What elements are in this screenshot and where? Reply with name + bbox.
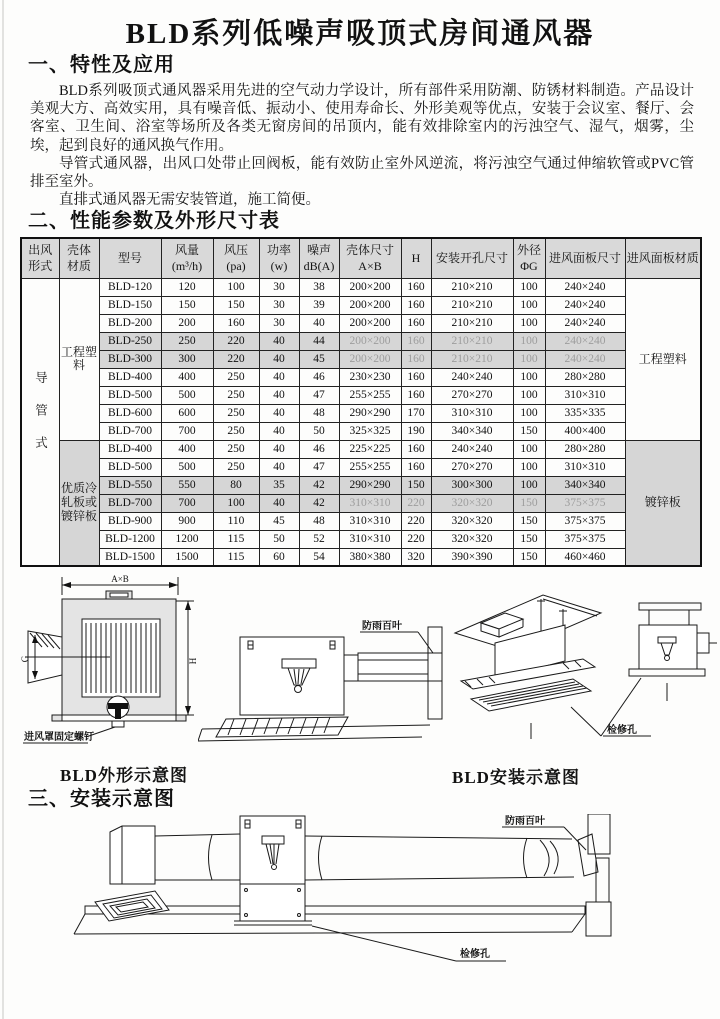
table-cell-body: 310×310 — [339, 512, 401, 530]
outlet-form-cell: 导管式 — [21, 278, 59, 566]
table-cell-body: 200×200 — [339, 332, 401, 350]
table-cell-od: 100 — [513, 368, 545, 386]
table-cell-airflow: 1200 — [161, 530, 213, 548]
table-cell-hole: 210×210 — [431, 350, 513, 368]
table-cell-airflow: 500 — [161, 458, 213, 476]
table-cell-h: 220 — [401, 530, 431, 548]
table-cell-panel: 460×460 — [545, 548, 625, 566]
table-cell-airflow: 700 — [161, 422, 213, 440]
table-cell-noise: 44 — [299, 332, 339, 350]
table-cell-od: 150 — [513, 530, 545, 548]
table-cell-od: 100 — [513, 314, 545, 332]
table-cell-panel: 240×240 — [545, 332, 625, 350]
table-cell-h: 160 — [401, 458, 431, 476]
section-install-heading: 三、安装示意图 — [28, 788, 175, 811]
dim-g-label: G — [20, 656, 30, 663]
table-cell-od: 150 — [513, 494, 545, 512]
table-row — [21, 314, 701, 332]
dim-ab-label: A×B — [111, 574, 129, 585]
table-cell-model: BLD-500 — [99, 386, 161, 404]
table-cell-airflow: 900 — [161, 512, 213, 530]
table-cell-od: 100 — [513, 332, 545, 350]
table-cell-panel: 240×240 — [545, 314, 625, 332]
table-cell-pressure: 160 — [213, 314, 259, 332]
table-cell-noise: 45 — [299, 350, 339, 368]
outline-caption: BLD外形示意图 — [60, 766, 188, 786]
table-cell-hole: 320×320 — [431, 530, 513, 548]
table-cell-h: 160 — [401, 440, 431, 458]
table-cell-h: 160 — [401, 314, 431, 332]
table-cell-h: 170 — [401, 404, 431, 422]
table-cell-pressure: 220 — [213, 332, 259, 350]
table-cell-body: 200×200 — [339, 278, 401, 296]
table-cell-pressure: 220 — [213, 350, 259, 368]
table-row — [21, 440, 701, 458]
table-row — [21, 278, 701, 296]
table-cell-h: 160 — [401, 332, 431, 350]
table-header-cell: 出风 形式 — [21, 238, 59, 278]
table-cell-h: 160 — [401, 278, 431, 296]
table-row — [21, 368, 701, 386]
table-cell-airflow: 120 — [161, 278, 213, 296]
table-cell-power: 60 — [259, 548, 299, 566]
table-cell-h: 160 — [401, 386, 431, 404]
casing-material-cell: 优质冷轧板或镀锌板 — [59, 440, 99, 566]
table-cell-h: 220 — [401, 512, 431, 530]
table-cell-noise: 47 — [299, 386, 339, 404]
table-cell-noise: 46 — [299, 368, 339, 386]
table-header-cell: 安装开孔尺寸 — [431, 238, 513, 278]
table-cell-noise: 38 — [299, 278, 339, 296]
section-features-heading: 一、特性及应用 — [28, 54, 175, 76]
table-cell-hole: 210×210 — [431, 332, 513, 350]
access-label: 检修孔 — [460, 949, 490, 961]
table-cell-h: 220 — [401, 494, 431, 512]
table-cell-od: 150 — [513, 422, 545, 440]
table-cell-od: 100 — [513, 476, 545, 494]
table-cell-od: 150 — [513, 548, 545, 566]
table-header-cell: 壳体 材质 — [59, 238, 99, 278]
table-cell-panel: 240×240 — [545, 278, 625, 296]
table-cell-power: 40 — [259, 368, 299, 386]
table-cell-panel: 240×240 — [545, 296, 625, 314]
table-cell-pressure: 80 — [213, 476, 259, 494]
table-cell-od: 100 — [513, 458, 545, 476]
feature-paragraph: 导管式通风器，出风口处带止回阀板，能有效防止室外风逆流，将污浊空气通过伸缩软管或PVC管排至室外。 — [30, 155, 694, 191]
table-cell-model: BLD-550 — [99, 476, 161, 494]
feature-paragraph: BLD系列吸顶式通风器采用先进的空气动力学设计，所有部件采用防潮、防锈材料制造。产品设计美观大方、高效实用，具有噪音低、振动小、使用寿命长、外形美观等优点，安装于会议室、餐厅、会客室、卫生间、浴室等场所及各类无窗房间的吊顶内，能有效排除室内的污浊空气、湿气，烟雾，尘埃，起到良好的通风换气作用。 — [30, 83, 694, 154]
table-cell-panel: 310×310 — [545, 458, 625, 476]
table-cell-body: 290×290 — [339, 404, 401, 422]
louver-label: 防雨百叶 — [505, 816, 545, 828]
table-header-cell: H — [401, 238, 431, 278]
table-cell-pressure: 115 — [213, 548, 259, 566]
table-cell-body: 225×225 — [339, 440, 401, 458]
features-paragraphs — [30, 82, 694, 209]
table-cell-airflow: 400 — [161, 368, 213, 386]
table-cell-model: BLD-250 — [99, 332, 161, 350]
table-cell-noise: 40 — [299, 314, 339, 332]
section-specs-heading: 二、性能参数及外形尺寸表 — [28, 210, 280, 233]
table-cell-panel: 340×340 — [545, 476, 625, 494]
table-header-cell: 进风面板材质 — [625, 238, 701, 278]
table-cell-power: 50 — [259, 530, 299, 548]
table-cell-power: 30 — [259, 278, 299, 296]
panel-material-cell: 工程塑料 — [625, 278, 701, 440]
table-cell-airflow: 250 — [161, 332, 213, 350]
table-row — [21, 422, 701, 440]
table-cell-od: 100 — [513, 386, 545, 404]
side-view-diagram — [198, 597, 456, 749]
table-cell-body: 230×230 — [339, 368, 401, 386]
table-cell-h: 150 — [401, 476, 431, 494]
table-cell-panel: 280×280 — [545, 440, 625, 458]
table-cell-body: 310×310 — [339, 530, 401, 548]
table-cell-panel: 375×375 — [545, 494, 625, 512]
table-cell-power: 30 — [259, 314, 299, 332]
table-cell-h: 160 — [401, 350, 431, 368]
table-cell-panel: 280×280 — [545, 368, 625, 386]
table-cell-pressure: 100 — [213, 278, 259, 296]
table-cell-model: BLD-500 — [99, 458, 161, 476]
table-row — [21, 386, 701, 404]
table-cell-body: 380×380 — [339, 548, 401, 566]
table-cell-power: 35 — [259, 476, 299, 494]
table-cell-model: BLD-120 — [99, 278, 161, 296]
table-cell-airflow: 300 — [161, 350, 213, 368]
page-title: BLD系列低噪声吸顶式房间通风器 — [125, 18, 595, 50]
table-cell-airflow: 600 — [161, 404, 213, 422]
specs-table — [20, 237, 702, 567]
table-cell-airflow: 500 — [161, 386, 213, 404]
table-cell-panel: 335×335 — [545, 404, 625, 422]
table-header-cell: 外径 ΦG — [513, 238, 545, 278]
bottom-install-diagram — [72, 814, 712, 980]
table-cell-pressure: 250 — [213, 368, 259, 386]
table-row — [21, 296, 701, 314]
table-cell-model: BLD-900 — [99, 512, 161, 530]
table-cell-noise: 42 — [299, 476, 339, 494]
table-cell-panel: 400×400 — [545, 422, 625, 440]
table-cell-noise: 39 — [299, 296, 339, 314]
table-cell-hole: 210×210 — [431, 278, 513, 296]
table-cell-airflow: 400 — [161, 440, 213, 458]
table-cell-panel: 375×375 — [545, 512, 625, 530]
table-cell-power: 30 — [259, 296, 299, 314]
table-cell-body: 255×255 — [339, 458, 401, 476]
table-row — [21, 404, 701, 422]
table-cell-model: BLD-400 — [99, 368, 161, 386]
table-row — [21, 350, 701, 368]
panel-material-cell: 镀锌板 — [625, 440, 701, 566]
table-cell-model: BLD-700 — [99, 494, 161, 512]
table-header-row — [21, 238, 701, 278]
table-row — [21, 548, 701, 566]
table-header-cell: 进风面板尺寸 — [545, 238, 625, 278]
table-cell-pressure: 250 — [213, 386, 259, 404]
table-cell-hole: 320×320 — [431, 512, 513, 530]
table-cell-body: 200×200 — [339, 314, 401, 332]
table-cell-noise: 46 — [299, 440, 339, 458]
install-caption: BLD安装示意图 — [452, 768, 580, 788]
table-cell-body: 200×200 — [339, 350, 401, 368]
table-cell-h: 160 — [401, 296, 431, 314]
table-cell-noise: 52 — [299, 530, 339, 548]
table-cell-od: 100 — [513, 350, 545, 368]
table-row — [21, 476, 701, 494]
table-cell-hole: 300×300 — [431, 476, 513, 494]
table-cell-noise: 48 — [299, 512, 339, 530]
table-cell-pressure: 150 — [213, 296, 259, 314]
table-cell-h: 320 — [401, 548, 431, 566]
table-cell-power: 40 — [259, 440, 299, 458]
table-cell-h: 160 — [401, 368, 431, 386]
table-cell-model: BLD-600 — [99, 404, 161, 422]
table-header-cell: 噪声 dB(A) — [299, 238, 339, 278]
table-cell-airflow: 150 — [161, 296, 213, 314]
table-cell-hole: 240×240 — [431, 440, 513, 458]
table-cell-od: 150 — [513, 512, 545, 530]
louver-label: 防雨百叶 — [362, 621, 402, 633]
table-header-cell: 型号 — [99, 238, 161, 278]
table-cell-hole: 270×270 — [431, 458, 513, 476]
table-cell-airflow: 700 — [161, 494, 213, 512]
table-cell-body: 290×290 — [339, 476, 401, 494]
table-cell-panel: 375×375 — [545, 530, 625, 548]
table-cell-body: 255×255 — [339, 386, 401, 404]
table-cell-power: 40 — [259, 350, 299, 368]
table-header-cell: 功率 (w) — [259, 238, 299, 278]
table-row — [21, 332, 701, 350]
table-cell-model: BLD-1500 — [99, 548, 161, 566]
table-cell-panel: 240×240 — [545, 350, 625, 368]
feature-paragraph: 直排式通风器无需安装管道，施工简便。 — [59, 192, 320, 209]
install-diagram — [443, 581, 717, 753]
table-cell-hole: 340×340 — [431, 422, 513, 440]
table-cell-body: 200×200 — [339, 296, 401, 314]
table-cell-od: 100 — [513, 296, 545, 314]
table-cell-hole: 310×310 — [431, 404, 513, 422]
table-cell-pressure: 110 — [213, 512, 259, 530]
dim-h-label: H — [188, 658, 198, 665]
diagrams-row — [0, 569, 720, 787]
table-cell-hole: 320×320 — [431, 494, 513, 512]
table-cell-od: 100 — [513, 440, 545, 458]
table-cell-power: 40 — [259, 422, 299, 440]
table-cell-hole: 240×240 — [431, 368, 513, 386]
table-cell-noise: 54 — [299, 548, 339, 566]
table-cell-power: 40 — [259, 386, 299, 404]
table-cell-pressure: 115 — [213, 530, 259, 548]
scan-edge-artifact — [2, 0, 4, 1019]
table-cell-model: BLD-150 — [99, 296, 161, 314]
outline-diagram — [18, 573, 200, 749]
table-cell-panel: 310×310 — [545, 386, 625, 404]
table-row — [21, 512, 701, 530]
table-cell-model: BLD-1200 — [99, 530, 161, 548]
table-cell-hole: 390×390 — [431, 548, 513, 566]
table-cell-airflow: 550 — [161, 476, 213, 494]
casing-material-cell: 工程塑料 — [59, 278, 99, 440]
table-cell-od: 100 — [513, 404, 545, 422]
table-cell-airflow: 200 — [161, 314, 213, 332]
table-cell-model: BLD-400 — [99, 440, 161, 458]
table-cell-power: 40 — [259, 332, 299, 350]
table-row — [21, 458, 701, 476]
table-cell-hole: 210×210 — [431, 314, 513, 332]
table-cell-hole: 210×210 — [431, 296, 513, 314]
access-label: 检修孔 — [607, 725, 637, 737]
table-row — [21, 494, 701, 512]
table-row — [21, 530, 701, 548]
table-cell-noise: 47 — [299, 458, 339, 476]
table-cell-power: 45 — [259, 512, 299, 530]
table-cell-power: 40 — [259, 404, 299, 422]
table-cell-body: 310×310 — [339, 494, 401, 512]
table-cell-pressure: 250 — [213, 422, 259, 440]
table-header-cell: 风压 (pa) — [213, 238, 259, 278]
table-cell-model: BLD-200 — [99, 314, 161, 332]
table-cell-model: BLD-300 — [99, 350, 161, 368]
table-cell-noise: 48 — [299, 404, 339, 422]
table-cell-od: 100 — [513, 278, 545, 296]
table-cell-airflow: 1500 — [161, 548, 213, 566]
table-cell-noise: 42 — [299, 494, 339, 512]
table-cell-body: 325×325 — [339, 422, 401, 440]
table-cell-pressure: 250 — [213, 458, 259, 476]
screw-label: 进风罩固定螺钉 — [24, 732, 94, 744]
table-header-cell: 壳体尺寸 A×B — [339, 238, 401, 278]
table-cell-power: 40 — [259, 494, 299, 512]
table-cell-pressure: 100 — [213, 494, 259, 512]
table-cell-model: BLD-700 — [99, 422, 161, 440]
table-header-cell: 风量 (m³/h) — [161, 238, 213, 278]
table-cell-power: 40 — [259, 458, 299, 476]
table-cell-noise: 50 — [299, 422, 339, 440]
table-cell-pressure: 250 — [213, 404, 259, 422]
table-cell-hole: 270×270 — [431, 386, 513, 404]
table-cell-h: 190 — [401, 422, 431, 440]
table-cell-pressure: 250 — [213, 440, 259, 458]
